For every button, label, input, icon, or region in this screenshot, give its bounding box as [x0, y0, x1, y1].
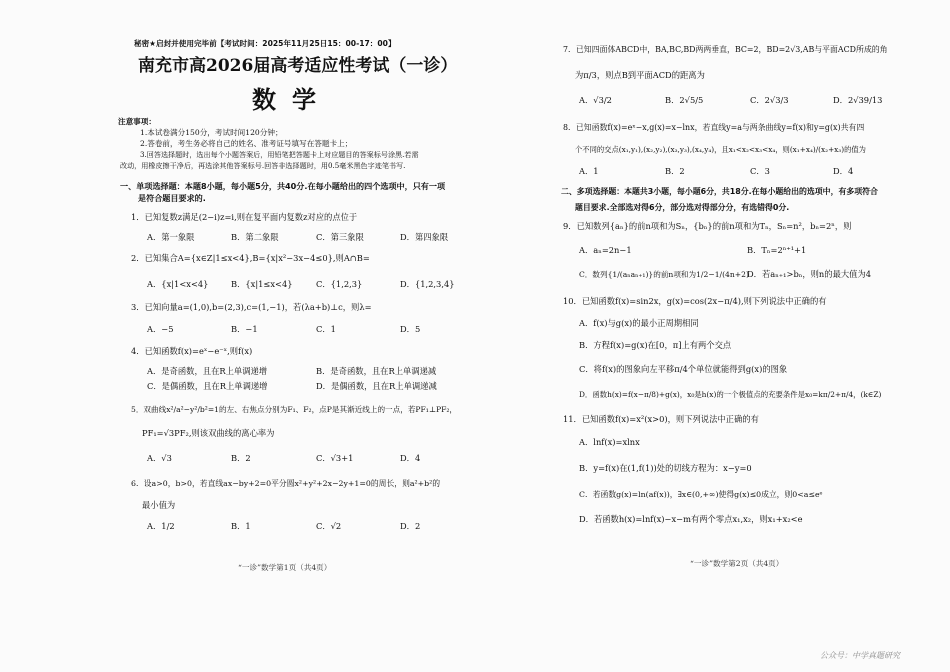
option: C．将f(x)的图象向左平移π/4个单位就能得到g(x)的图象 — [579, 364, 788, 374]
option: C．{1,2,3} — [316, 279, 363, 289]
question-5-stem: 5．双曲线x²/a²−y²/b²=1的左、右焦点分别为F₁、F₂，点P是其渐近线上的一点，若PF₁⊥PF₂， — [131, 405, 457, 414]
question-2-stem: 2．已知集合A={x∈Z|1≤x<4},B={x|x²−3x−4≤0},则A∩B= — [131, 253, 370, 263]
option: D．4 — [400, 453, 421, 463]
option: B．是奇函数，且在R上单调递减 — [316, 366, 437, 376]
option: C．1 — [316, 324, 336, 334]
question-9-stem: 9．已知数列{aₙ}的前n项和为Sₙ，{bₙ}的前n项和为Tₙ，Sₙ=n²，bₙ=2ⁿ，则 — [563, 221, 852, 231]
option: A．−5 — [147, 324, 174, 334]
option: A．1/2 — [147, 521, 175, 531]
option: C．若函数g(x)=ln(af(x))，∃x∈(0,+∞)使得g(x)≤0成立，则0<a≤eᵉ — [579, 490, 823, 499]
option: A．lnf(x)=xlnx — [579, 437, 640, 447]
option: A．1 — [579, 166, 599, 176]
secret-line: 秘密★启封并使用完毕前【考试时间：2025年11月25日15：00-17：00】 — [134, 39, 396, 48]
subject-title: 数学 — [252, 85, 332, 114]
question-4-stem: 4．已知函数f(x)=eˣ−e⁻ˣ,则f(x) — [131, 346, 253, 356]
option: C．第三象限 — [316, 232, 364, 242]
question-8-stem: 8．已知函数f(x)=eˣ−x,g(x)=x−lnx，若直线y=a与两条曲线y=f(x)和y=g(x)共有四 — [563, 123, 865, 132]
option: D．若aₙ₊₁>bₙ，则n的最大值为4 — [747, 269, 872, 279]
option: D．4 — [833, 166, 854, 176]
option: A．aₙ=2n−1 — [579, 245, 632, 255]
question-8-stem-cont: 个不同的交点(x₁,y₁),(x₂,y₂),(x₃,y₃),(x₄,y₄)，且x₁<x₂<x₃<x₄，则(x₁+x₄)/(x₂+x₃)的值为 — [575, 145, 866, 154]
notes-heading: 注意事项： — [118, 117, 156, 126]
option: B．y=f(x)在(1,f(1))处的切线方程为：x−y=0 — [579, 463, 752, 473]
option: A．√3/2 — [579, 95, 612, 105]
section2-heading: 二、多项选择题：本题共3小题，每小题6分，共18分.在每小题给出的选项中，有多项符合 — [561, 187, 878, 196]
option: C．√2 — [316, 521, 342, 531]
question-11-stem: 11．已知函数f(x)=x²(x>0)，则下列说法中正确的有 — [563, 414, 759, 424]
option: C．是偶函数，且在R上单调递增 — [147, 381, 268, 391]
option: D．5 — [400, 324, 421, 334]
option: B．{x|1≤x<4} — [231, 279, 293, 289]
question-7-stem: 7．已知四面体ABCD中，BA,BC,BD两两垂直，BC=2，BD=2√3,AB与平面ACD所成的角 — [563, 45, 888, 54]
note-line: 2.答卷前，考生务必将自己的姓名、准考证号填写在答题卡上； — [140, 139, 353, 148]
option: C．3 — [750, 166, 770, 176]
section1-heading: 一、单项选择题：本题8小题，每小题5分，共40分.在每小题给出的四个选项中，只有一项 — [120, 181, 446, 191]
right-page — [475, 0, 950, 672]
question-6-stem: 6．设a>0，b>0，若直线ax−by+2=0平分圆x²+y²+2x−2y+1=0的周长，则a²+b²的 — [131, 479, 441, 488]
exam-title: 南充市高2026届高考适应性考试（一诊） — [138, 56, 458, 76]
question-6-stem-cont: 最小值为 — [142, 500, 176, 510]
section1-heading-cont: 是符合题目要求的. — [138, 193, 206, 203]
note-line: 改动，用橡皮擦干净后，再选涂其他答案标号.回答非选择题时，用0.5毫米黑色字迹笔书写. — [120, 161, 406, 170]
page-footer: “一诊”数学第1页（共4页） — [238, 563, 332, 572]
question-7-stem-cont: 为π/3，则点B到平面ACD的距离为 — [575, 70, 705, 80]
question-1-stem: 1．已知复数z满足(2−i)z=i,则在复平面内复数z对应的点位于 — [131, 212, 358, 222]
question-10-stem: 10．已知函数f(x)=sin2x，g(x)=cos(2x−π/4),则下列说法中正确的有 — [563, 296, 827, 306]
section2-heading-cont: 题目要求.全部选对得6分，部分选对得部分分，有选错得0分. — [575, 203, 790, 212]
option: D．{1,2,3,4} — [400, 279, 455, 289]
question-5-stem-cont: PF₁=√3PF₂,则该双曲线的离心率为 — [142, 428, 275, 438]
option: A．√3 — [147, 453, 172, 463]
option: A．{x|1<x<4} — [147, 279, 209, 289]
option: B．2√5/5 — [665, 95, 704, 105]
option: D．2√39/13 — [833, 95, 883, 105]
note-line: 1.本试卷满分150分，考试时间120分钟； — [140, 128, 283, 137]
option: D．是偶函数，且在R上单调递减 — [316, 381, 437, 391]
option: A．第一象限 — [147, 232, 195, 242]
option: B．2 — [665, 166, 685, 176]
question-3-stem: 3．已知向量a=(1,0),b=(2,3),c=(1,−1)，若(λa+b)⊥c，则λ= — [131, 302, 372, 312]
page-footer: “一诊”数学第2页（共4页） — [690, 559, 784, 568]
option: B．方程f(x)=g(x)在[0，π]上有两个交点 — [579, 340, 732, 350]
option: D．第四象限 — [400, 232, 449, 242]
option: B．第二象限 — [231, 232, 279, 242]
watermark: 公众号：中学真题研究 — [820, 651, 900, 660]
option: D．若函数h(x)=lnf(x)−x−m有两个零点x₁,x₂，则x₁+x₂<e — [579, 514, 803, 524]
option: B．1 — [231, 521, 251, 531]
option: C．数列{1/(aₙaₙ₊₁)}的前n项和为1/2−1/(4n+2) — [579, 270, 749, 279]
note-line: 3.回答选择题时，选出每个小题答案后，用铅笔把答题卡上对应题目的答案标号涂黑.若需 — [140, 150, 419, 159]
option: A．是奇函数，且在R上单调递增 — [147, 366, 268, 376]
option: A．f(x)与g(x)的最小正周期相同 — [579, 318, 699, 328]
option: B．−1 — [231, 324, 258, 334]
option: D．函数h(x)=f(x−π/8)+g(x)，x₀是h(x)的一个极值点的充要条件是x₀=kπ/2+π/4，(k∈Z) — [579, 390, 882, 399]
option: C．2√3/3 — [750, 95, 789, 105]
option: B．2 — [231, 453, 251, 463]
option: B．Tₙ=2ⁿ⁺¹+1 — [747, 245, 807, 255]
option: C．√3+1 — [316, 453, 354, 463]
option: D．2 — [400, 521, 421, 531]
